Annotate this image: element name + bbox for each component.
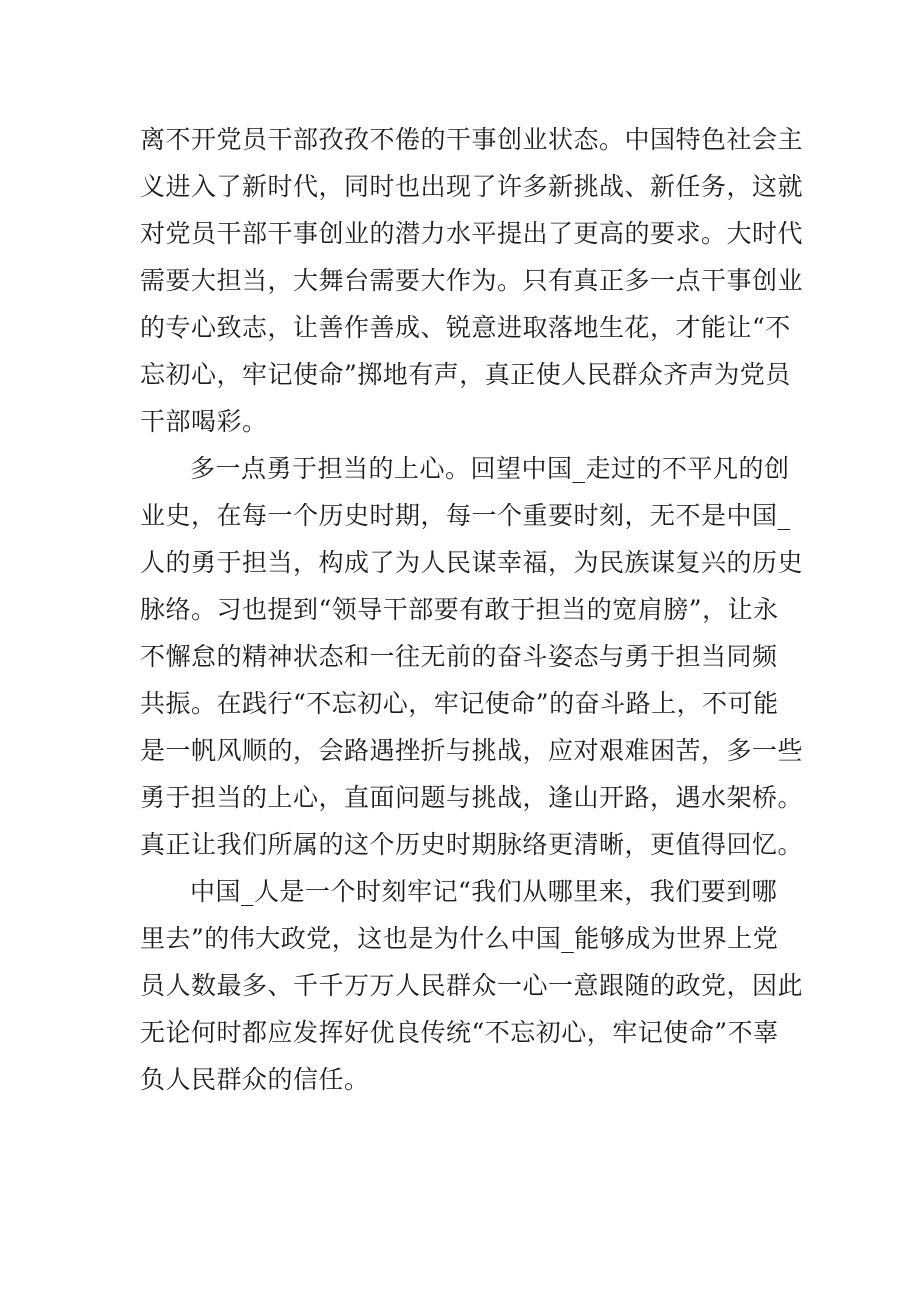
text-line: 业史，在每一个历史时期，每一个重要时刻，无不是中国_ — [140, 501, 791, 530]
body-text — [140, 116, 804, 1103]
text-line: 义进入了新时代，同时也出现了许多新挑战、新任务，这就 — [140, 172, 804, 201]
text-line: 员人数最多、千千万万人民群众一心一意跟随的政党，因此 — [140, 971, 804, 1000]
text-line: 勇于担当的上心，直面问题与挑战，逢山开路，遇水架桥。 — [140, 783, 804, 812]
text-line: 离不开党员干部孜孜不倦的干事创业状态。中国特色社会主 — [140, 125, 804, 154]
text-line: 需要大担当，大舞台需要大作为。只有真正多一点干事创业 — [140, 266, 804, 295]
text-line: 里去”的伟大政党，这也是为什么中国_能够成为世界上党 — [140, 924, 779, 953]
text-line: 脉络。习也提到“领导干部要有敢于担当的宽肩膀”，让永 — [140, 595, 779, 624]
text-line: 忘初心，牢记使命”掷地有声，真正使人民群众齐声为党员 — [140, 360, 791, 389]
text-line: 负人民群众的信任。 — [140, 1065, 370, 1094]
text-line: 干部喝彩。 — [140, 407, 268, 436]
paragraph-start-line: 多一点勇于担当的上心。回望中国_走过的不平凡的创 — [190, 454, 790, 483]
text-line: 真正让我们所属的这个历史时期脉络更清晰，更值得回忆。 — [140, 830, 804, 859]
text-line: 对党员干部干事创业的潜力水平提出了更高的要求。大时代 — [140, 219, 804, 248]
text-line: 是一帆风顺的，会路遇挫折与挑战，应对艰难困苦，多一些 — [140, 736, 804, 765]
text-line: 人的勇于担当，构成了为人民谋幸福，为民族谋复兴的历史 — [140, 548, 804, 577]
text-line: 无论何时都应发挥好优良传统“不忘初心，牢记使命”不辜 — [140, 1018, 779, 1047]
text-line: 的专心致志，让善作善成、锐意进取落地生花，才能让“不 — [140, 313, 791, 342]
text-line: 不懈怠的精神状态和一往无前的奋斗姿态与勇于担当同频 — [140, 642, 778, 671]
text-line: 共振。在践行“不忘初心，牢记使命”的奋斗路上，不可能 — [140, 689, 779, 718]
paragraph-start-line: 中国_人是一个时刻牢记“我们从哪里来，我们要到哪 — [190, 877, 778, 906]
